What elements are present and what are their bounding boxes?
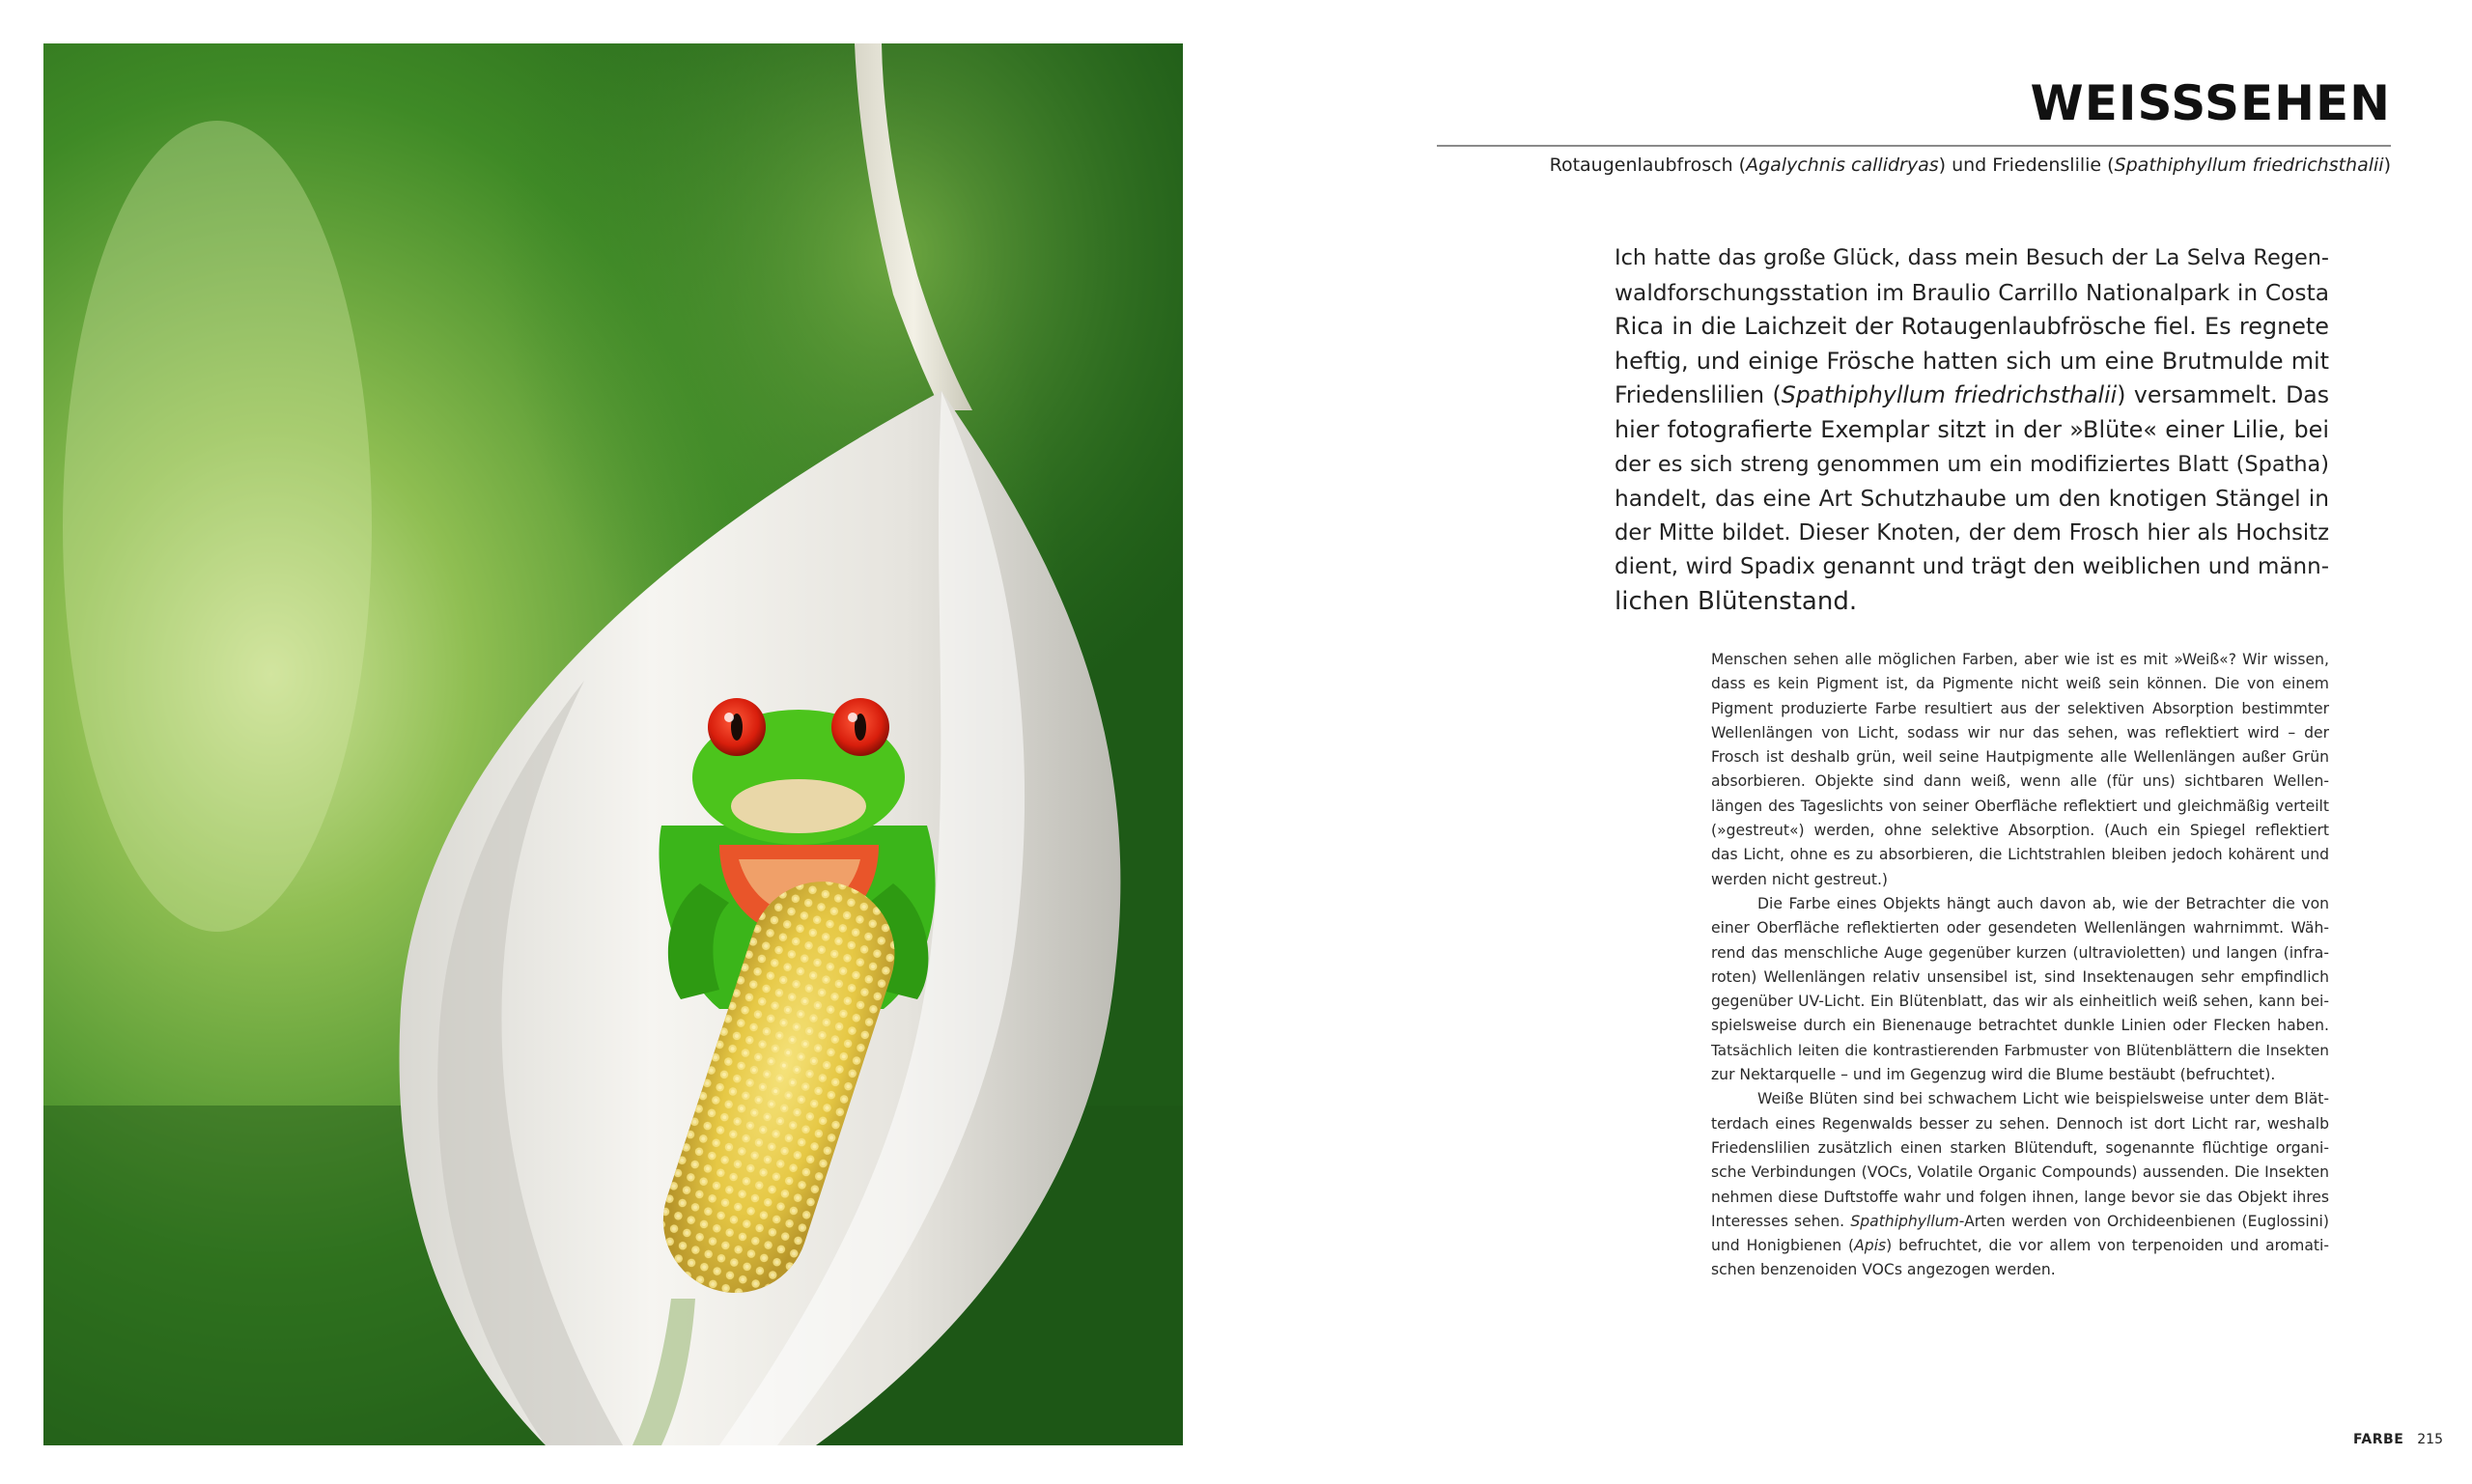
text-run: Friedenslilien zusätzlich einen starken Blütenduft, sogenannte flüchtige organi- — [1711, 1138, 2329, 1157]
frog-on-peace-lily-photo — [43, 43, 1183, 1445]
text-run: längen des Tageslichts von seiner Oberfläche reflektiert und gleichmäßig verteilt — [1711, 797, 2329, 815]
text-run: Frosch ist deshalb grün, weil seine Hautpigmente alle Wellenlängen außer Grün — [1711, 748, 2329, 767]
text-line — [1615, 378, 2329, 413]
text-run: terdach eines Regenwalds besser zu sehen. Dennoch ist dort Licht rar, weshalb — [1711, 1114, 2329, 1133]
text-line — [1711, 721, 2329, 745]
text-line — [1711, 916, 2329, 940]
title-rule — [1437, 145, 2391, 147]
text-line — [1711, 868, 2329, 892]
text-line — [1711, 1161, 2329, 1185]
text-line — [1711, 1014, 2329, 1038]
photo-caption — [1550, 154, 2391, 176]
caption-text: ) — [2383, 154, 2391, 176]
text-run: Wellenlängen von Licht, sodass wir nur das sehen, was reflektiert wird – der — [1711, 723, 2329, 742]
text-line — [1615, 482, 2329, 517]
text-line — [1615, 585, 2329, 620]
text-line — [1711, 941, 2329, 966]
text-line — [1711, 819, 2329, 843]
text-run: Die Farbe eines Objekts hängt auch davon ab, wie der Betrachter die von — [1757, 894, 2329, 912]
text-line — [1711, 1210, 2329, 1234]
text-line — [1615, 413, 2329, 448]
text-line — [1711, 990, 2329, 1014]
text-line — [1711, 1258, 2329, 1282]
text-run: handelt, das eine Art Schutzhaube um den knotigen Stängel in — [1615, 486, 2329, 513]
text-run: sche Verbindungen (VOCs, Volatile Organic Compounds) aussenden. Die Insekten — [1711, 1163, 2329, 1182]
text-run: Friedenslilien ( — [1615, 381, 1782, 409]
text-run: das Licht, ohne es zu absorbieren, die Lichtstrahlen bleiben jedoch kohärent und — [1711, 846, 2329, 864]
text-run: nehmen diese Duftstoffe wahr und folgen ihnen, lange bevor sie das Objekt ihres — [1711, 1188, 2329, 1206]
text-run: dient, wird Spadix genannt und trägt den weiblichen und männ- — [1615, 554, 2329, 580]
text-run: hier fotografierte Exemplar sitzt in der »Blüte« einer Lilie, bei — [1615, 415, 2329, 443]
text-line — [1711, 1136, 2329, 1161]
text-run: ) versammelt. Das — [2117, 381, 2330, 409]
text-line — [1711, 648, 2329, 672]
text-line — [1615, 241, 2329, 276]
caption-text: Rotaugenlaubfrosch ( — [1549, 154, 1747, 176]
text-run: zur Nektarquelle – und im Gegenzug wird die Blume bestäubt (befruchtet). — [1711, 1066, 2276, 1084]
text-line — [1615, 345, 2329, 379]
page-number: 215 — [2417, 1432, 2443, 1447]
caption-species-frog: Agalychnis callidryas — [1746, 154, 1939, 176]
text-run: Rica in die Laichzeit der Rotaugenlaubfrösche fiel. Es regnete — [1615, 313, 2329, 341]
italic-term: Spathiphyllum friedrichsthalii — [1781, 381, 2118, 409]
body-text — [1711, 648, 2329, 1283]
text-run: gegenüber UV-Licht. Ein Blütenblatt, das wir als einheitlich weiß sehen, kann bei- — [1711, 993, 2329, 1011]
text-run: und Honigbienen ( — [1711, 1237, 1855, 1255]
text-run: (»gestreut«) werden, ohne selektive Absorption. (Auch ein Spiegel reflektiert — [1711, 822, 2329, 840]
photo-illustration — [43, 43, 1183, 1445]
text-run: ) befruchtet, die vor allem von terpenoiden und aromati- — [1886, 1237, 2329, 1255]
text-run: dass es kein Pigment ist, da Pigmente nicht weiß sein können. Die von einem — [1711, 675, 2329, 693]
page-title: WEISSSEHEN — [2030, 75, 2391, 131]
text-line — [1615, 448, 2329, 483]
text-line — [1711, 1234, 2329, 1258]
text-line — [1711, 1087, 2329, 1111]
text-run: werden nicht gestreut.) — [1711, 870, 1888, 888]
text-line — [1711, 672, 2329, 696]
section-name: FARBE — [2352, 1432, 2404, 1447]
text-run: Interesses sehen. — [1711, 1212, 1851, 1230]
text-line — [1711, 843, 2329, 867]
text-run: waldforschungsstation im Braulio Carrillo Nationalpark in Costa — [1615, 279, 2329, 306]
text-line — [1711, 1186, 2329, 1210]
text-run: rend das menschliche Auge gegenüber kurzen (ultravioletten) und langen (infra- — [1711, 943, 2329, 962]
text-run: Pigment produzierte Farbe resultiert aus der selektiven Absorption bestimmter — [1711, 699, 2329, 717]
text-line — [1711, 892, 2329, 916]
text-run: Ich hatte das große Glück, dass mein Besuch der La Selva Regen- — [1615, 245, 2329, 270]
caption-species-lily: Spathiphyllum friedrichsthalii — [2114, 154, 2384, 176]
text-line — [1711, 745, 2329, 770]
page-footer — [2353, 1432, 2443, 1447]
text-run: Menschen sehen alle möglichen Farben, aber wie ist es mit »Weiß«? Wir wissen, — [1711, 651, 2329, 668]
text-line — [1711, 1039, 2329, 1063]
text-run: Weiße Blüten sind bei schwachem Licht wie beispielsweise unter dem Blät- — [1757, 1090, 2329, 1108]
text-line — [1615, 276, 2329, 311]
text-line — [1711, 1063, 2329, 1087]
text-run: der es sich streng genommen um ein modifiziertes Blatt (Spatha) — [1615, 451, 2329, 477]
text-line — [1615, 550, 2329, 585]
text-run: absorbieren. Objekte sind dann weiß, wenn alle (für uns) sichtbaren Wellen- — [1711, 772, 2329, 791]
lead-paragraph — [1615, 241, 2329, 620]
italic-term: Apis — [1854, 1237, 1887, 1255]
text-line — [1711, 795, 2329, 819]
text-run: spielsweise durch ein Bienenauge betrachtet dunkle Linien oder Flecken haben. — [1711, 1017, 2329, 1035]
text-run: Tatsächlich leiten die kontrastierenden Farbmuster von Blütenblättern die Insekten — [1711, 1041, 2329, 1059]
text-run: einer Oberfläche reflektierten oder gesendeten Wellenlängen wahrnimmt. Wäh- — [1711, 919, 2329, 938]
caption-text: ) und Friedenslilie ( — [1938, 154, 2115, 176]
text-line — [1711, 697, 2329, 721]
text-run: roten) Wellenlängen relativ unsensibel ist, sind Insektenaugen sehr empfindlich — [1711, 967, 2329, 986]
text-line — [1615, 517, 2329, 551]
text-line — [1711, 966, 2329, 990]
italic-term: Spathiphyllum — [1850, 1212, 1959, 1230]
text-run: -Arten werden von Orchideenbienen (Euglossini) — [1958, 1212, 2329, 1230]
text-line — [1615, 310, 2329, 345]
text-run: heftig, und einige Frösche hatten sich um eine Brutmulde mit — [1615, 347, 2329, 375]
text-run: lichen Blütenstand. — [1615, 586, 1858, 616]
text-run: schen benzenoiden VOCs angezogen werden. — [1711, 1261, 2056, 1279]
text-run: der Mitte bildet. Dieser Knoten, der dem Frosch hier als Hochsitz — [1615, 519, 2329, 546]
text-line — [1711, 770, 2329, 794]
text-line — [1711, 1112, 2329, 1136]
